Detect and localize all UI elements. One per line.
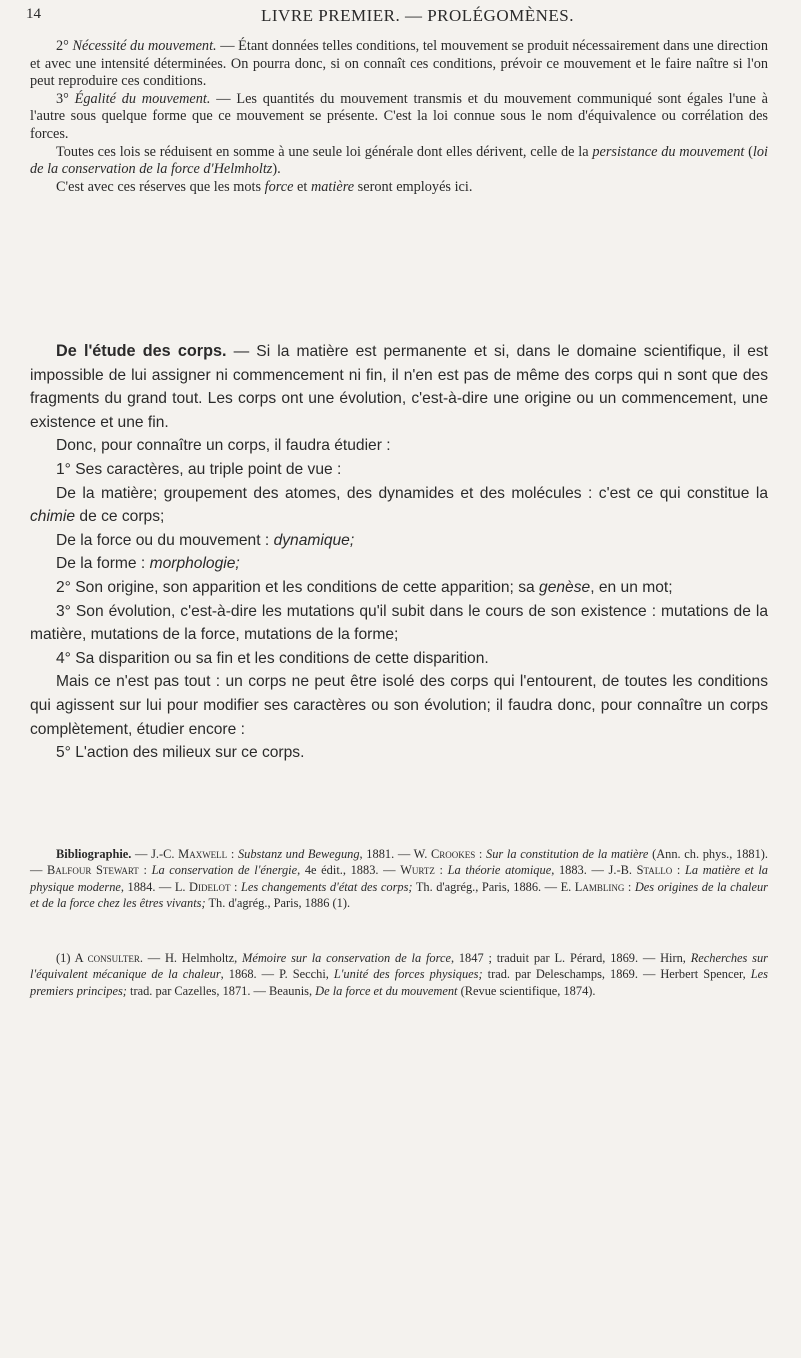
footnote: (1) A consulter. — H. Helmholtz, Mémoire sur la conservation de la force, 1847 ; traduit par L. Pérard, 1869. — Hirn, Recherches sur l'équivalent mécanique de la chaleur, 1868. — P. Secchi, L'unité des forces physiques; trad. par Deleschamps, 1869. — Herbert Spencer, Les premiers principes; trad. par Cazelles, 1871. — Beaunis, De la force et du mouvement (Revue scientifique, 1874). [30, 951, 768, 998]
list-item: 1° Ses caractères, au triple point de vue : [56, 460, 342, 478]
paragraph-necessite: 2° Nécessité du mouvement. — Étant données telles conditions, tel mouvement se produit nécessairement dans une direction et avec une intensité déterminées. On pourra donc, si on connaît ces conditions, prévoir ce mouvement et le faire naître si l'on peut reproduire ces conditions. [30, 38, 768, 90]
paragraph: Mais ce n'est pas tout : un corps ne peut être isolé des corps qui l'entourent, de toutes les conditions qui agissent sur lui pour modifier ses caractères ou son évolution; il faudra donc, pour connaître un corps complètement, étudier encore : [30, 673, 768, 738]
running-title: LIVRE PREMIER. — PROLÉGOMÈNES. [261, 6, 574, 25]
paragraph: De la force ou du mouvement : dynamique; [56, 531, 355, 549]
page-header [26, 6, 761, 30]
bibliography: Bibliographie. — J.-C. Maxwell : Substanz und Bewegung, 1881. — W. Crookes : Sur la constitution de la matière (Ann. ch. phys., 1881). — Balfour Stewart : La conservation de l'énergie, 4e édit., 1883. — Wurtz : La théorie atomique, 1883. — J.-B. Stallo : La matière et la physique moderne, 1884. — L. Didelot : Les changements d'état des corps; Th. d'agrég., Paris, 1886. — E. Lambling : Des origines de la chaleur et de la force chez les êtres vivants; Th. d'agrég., Paris, 1886 (1). [30, 847, 769, 911]
list-item: 2° Son origine, son apparition et les conditions de cette apparition; sa genèse, en un mot; [56, 578, 673, 596]
list-item: 4° Sa disparition ou sa fin et les conditions de cette disparition. [56, 649, 489, 667]
paragraph-reserves: C'est avec ces réserves que les mots force et matière seront employés ici. [56, 178, 473, 195]
law-title: Égalité du mouvement. [74, 90, 211, 107]
list-item: 3° Son évolution, c'est-à-dire les mutations qu'il subit dans le cours de son existence : mutations de la matière, mutations de la force, mutations de la forme; [30, 602, 768, 644]
section-laws [30, 38, 768, 196]
page-number: 14 [26, 6, 41, 22]
paragraph-egalite: 3° Égalité du mouvement. — Les quantités du mouvement transmis et du mouvement communiqué sont égales l'une à l'autre sous quelque forme que ce mouvement se présente. C'est la loi connue sous le nom d'équivalence ou corrélation des forces. [30, 90, 768, 142]
paragraph: Donc, pour connaître un corps, il faudra étudier : [56, 437, 391, 455]
paragraph: De la matière; groupement des atomes, des dynamides et des molécules : c'est ce qui constitue la chimie de ce corps; [30, 484, 768, 526]
list-item: 5° L'action des milieux sur ce corps. [56, 744, 305, 762]
law-title: Nécessité du mouvement. [72, 38, 217, 54]
paragraph-intro: De l'étude des corps. — Si la matière est permanente et si, dans le domaine scientifique, il est impossible de lui assigner ni commencement ni fin, il n'en est pas de même des corps qui n sont que des fragments du grand tout. Les corps ont une évolution, c'est-à-dire une origine ou un commencement, une existence et une fin. [30, 342, 768, 431]
paragraph: De la forme : morphologie; [56, 555, 240, 573]
bibliography-label: Bibliographie. [56, 847, 132, 861]
paragraph-persistance: Toutes ces lois se réduisent en somme à une seule loi générale dont elles dérivent, celle de la persistance du mouvement (loi de la conservation de la force d'Helmholtz). [30, 143, 768, 178]
section-etude-des-corps [30, 340, 768, 765]
section-heading: De l'étude des corps. [56, 342, 227, 360]
